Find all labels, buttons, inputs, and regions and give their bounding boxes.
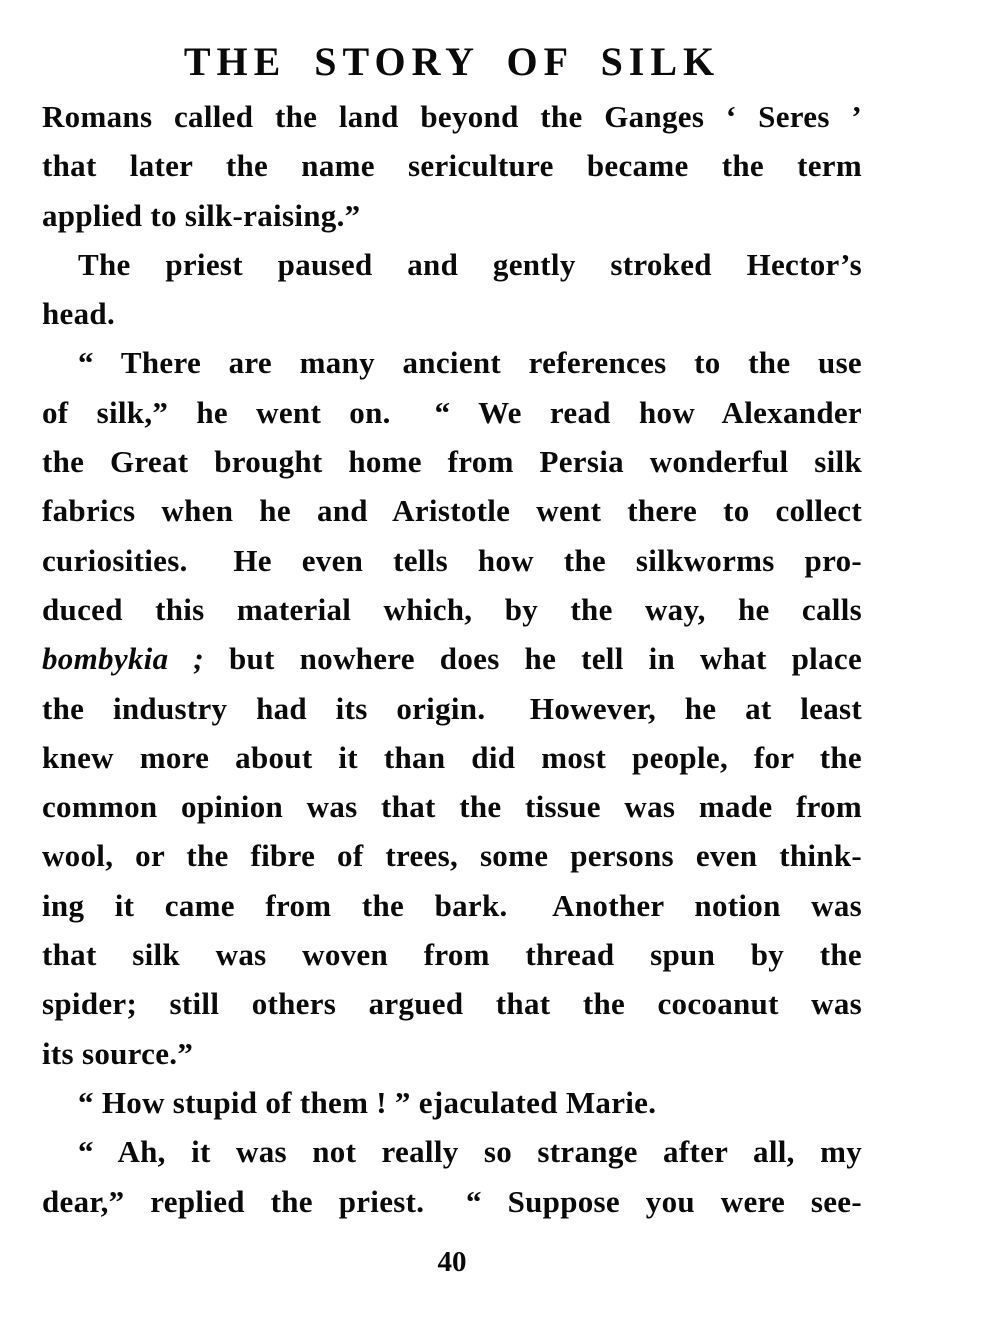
text-segment: ing it came from the bark. Another notion was (42, 887, 862, 923)
text-segment: wool, or the fibre of trees, some persons even think- (42, 838, 862, 874)
text-line (42, 782, 862, 831)
text-segment: its source.” (42, 1035, 194, 1071)
text-segment: duced this material which, by the way, he calls (42, 591, 862, 627)
page-title: THE STORY OF SILK (183, 39, 721, 84)
text-line (42, 585, 862, 634)
text-line (42, 191, 862, 240)
text-line (42, 92, 862, 141)
text-segment: knew more about it than did most people, for the (42, 739, 862, 775)
page-body (42, 92, 862, 1226)
text-line (42, 437, 862, 486)
text-segment: The priest paused and gently stroked Hector’s (78, 246, 862, 282)
text-line (42, 536, 862, 585)
text-line (42, 1177, 862, 1226)
text-segment: curiosities. He even tells how the silkworms pro- (42, 542, 862, 578)
text-line (42, 979, 862, 1028)
text-line (42, 831, 862, 880)
text-segment: the Great brought home from Persia wonderful silk (42, 444, 862, 480)
text-line (42, 486, 862, 535)
text-line (42, 684, 862, 733)
text-line (42, 141, 862, 190)
text-segment: head. (42, 296, 115, 332)
text-segment: that later the name sericulture became the term (42, 148, 862, 184)
text-line (42, 930, 862, 979)
text-segment: common opinion was that the tissue was made from (42, 789, 862, 825)
text-segment: Romans called the land beyond the Ganges ‘ Seres ’ (42, 99, 862, 134)
text-segment: dear,” replied the priest. “ Suppose you were see- (42, 1183, 862, 1219)
text-segment: applied to silk-raising.” (42, 197, 361, 233)
page-number: 40 (437, 1245, 467, 1278)
text-line (42, 338, 862, 387)
text-segment: fabrics when he and Aristotle went there to collect (42, 493, 862, 529)
text-line (42, 1127, 862, 1176)
text-line (42, 1029, 862, 1078)
text-line (42, 289, 862, 338)
text-segment: “ How stupid of them ! ” ejaculated Marie. (78, 1084, 657, 1120)
text-segment: “ Ah, it was not really so strange after all, my (78, 1134, 862, 1170)
text-line (42, 733, 862, 782)
text-segment: spider; still others argued that the cocoanut was (42, 986, 862, 1022)
text-line (42, 881, 862, 930)
italic-text-segment: bombykia ; (42, 641, 204, 677)
text-line (42, 240, 862, 289)
text-line (42, 388, 862, 437)
text-segment: the industry had its origin. However, he at least (42, 690, 862, 726)
text-segment: of silk,” he went on. “ We read how Alexander (42, 394, 862, 430)
text-line (42, 1078, 862, 1127)
text-segment: “ There are many ancient references to the use (78, 345, 862, 381)
text-line (42, 634, 862, 683)
text-segment: but nowhere does he tell in what place (203, 641, 862, 677)
text-segment: that silk was woven from thread spun by the (42, 937, 862, 973)
